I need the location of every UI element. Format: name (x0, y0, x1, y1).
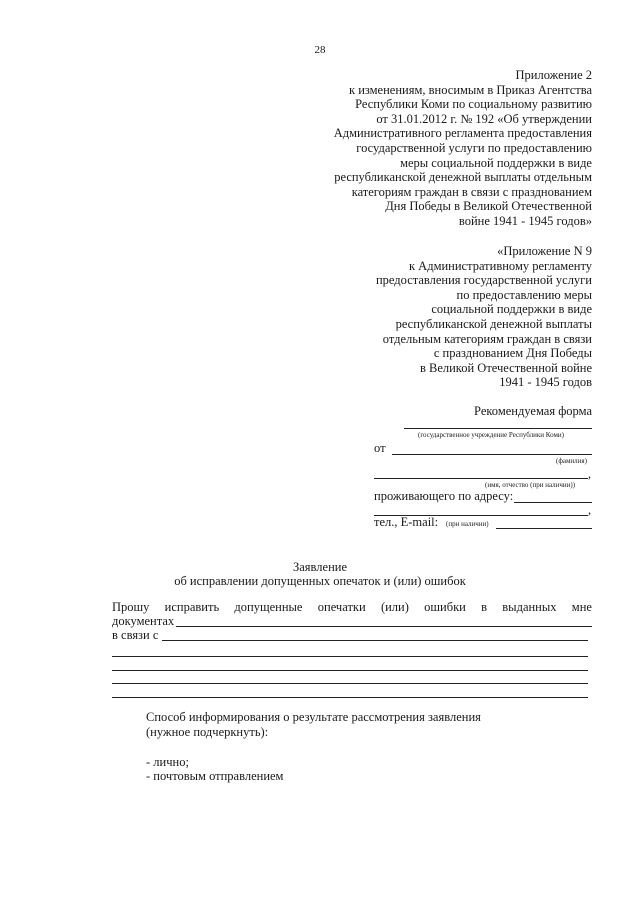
appendix-2-line: к изменениям, вносимым в Приказ Агентства (349, 82, 592, 97)
appendix-9-line: предоставления государственной услуги (375, 273, 592, 288)
documents-field[interactable] (176, 626, 592, 627)
request-word: Прошу (112, 600, 150, 614)
appendix-2-line: Республики Коми по социальному развитию (355, 97, 592, 112)
statement-title: Заявление (292, 560, 347, 574)
address-label: проживающего по адресу: (374, 489, 514, 503)
statement-subtitle: об исправлении допущенных опечаток и (или) ошибок (174, 574, 466, 588)
request-word: ошибки (424, 600, 466, 614)
due-to-label: в связи с (112, 628, 159, 642)
appendix-2-header (334, 68, 592, 229)
recommended-form-label: Рекомендуемая форма (474, 404, 592, 418)
institution-field[interactable] (404, 428, 592, 429)
appendix-2-line: Административного регламента предоставления (333, 126, 592, 141)
appendix-2-line: от 31.01.2012 г. № 192 «Об утверждении (376, 111, 592, 126)
request-word: в (481, 600, 488, 614)
appendix-2-line: Дня Победы в Великой Отечественной (385, 199, 592, 214)
address-field[interactable] (514, 502, 592, 503)
surname-field[interactable] (392, 454, 592, 455)
surname-caption: (фамилия) (556, 457, 587, 465)
phone-label: тел., E-mail: (374, 515, 439, 529)
request-word: мне (571, 600, 592, 614)
option-by-mail[interactable]: - почтовым отправлением (146, 769, 284, 783)
name-field[interactable] (374, 478, 588, 479)
request-word: выданных (502, 600, 557, 614)
notification-hint: (нужное подчеркнуть): (146, 725, 269, 739)
appendix-9-line: «Приложение N 9 (497, 244, 592, 258)
appendix-9-header (376, 244, 592, 390)
appendix-2-line: республиканской денежной выплаты отдельным (334, 170, 592, 185)
name-caption: (имя, отчество (при наличии)) (485, 481, 576, 489)
appendix-9-line: с празднованием Дня Победы (433, 346, 592, 361)
request-word: допущенные (234, 600, 303, 614)
appendix-2-line: войне 1941 - 1945 годов» (458, 213, 592, 228)
appendix-9-line: отдельным категориям граждан в связи (382, 331, 592, 346)
request-word: опечатки (317, 600, 366, 614)
phone-field[interactable] (496, 528, 592, 529)
reason-line[interactable] (112, 683, 588, 684)
appendix-9-line: по предоставлению меры (456, 287, 592, 302)
request-sentence (112, 600, 592, 615)
appendix-9-line: республиканской денежной выплаты (395, 316, 592, 331)
appendix-2-line: государственной услуги по предоставлению (356, 140, 592, 155)
documents-label: документах (112, 614, 175, 628)
institution-caption: (государственное учреждение Республики Коми) (418, 431, 564, 439)
notification-heading: Способ информирования о результате рассмотрения заявления (146, 710, 481, 724)
page-number: 28 (314, 44, 326, 56)
appendix-2-line: Приложение 2 (515, 68, 592, 82)
request-word: (или) (380, 600, 409, 614)
reason-field[interactable] (162, 640, 588, 641)
appendix-9-line: в Великой Отечественной войне (419, 360, 592, 375)
phone-note: (при наличии) (446, 520, 489, 528)
address-comma: , (588, 503, 592, 517)
appendix-9-line: 1941 - 1945 годов (499, 375, 592, 390)
from-label: от (374, 441, 386, 455)
appendix-9-line: социальной поддержки в виде (431, 302, 592, 317)
reason-line[interactable] (112, 670, 588, 671)
appendix-2-line: категориям граждан в связи с празднованием (351, 184, 592, 199)
reason-line[interactable] (112, 656, 588, 657)
name-comma: , (588, 467, 592, 481)
appendix-2-line: меры социальной поддержки в виде (400, 155, 592, 170)
appendix-9-line: к Административному регламенту (408, 258, 592, 273)
request-word: исправить (164, 600, 220, 614)
reason-line[interactable] (112, 697, 588, 698)
option-in-person[interactable]: - лично; (146, 755, 189, 769)
